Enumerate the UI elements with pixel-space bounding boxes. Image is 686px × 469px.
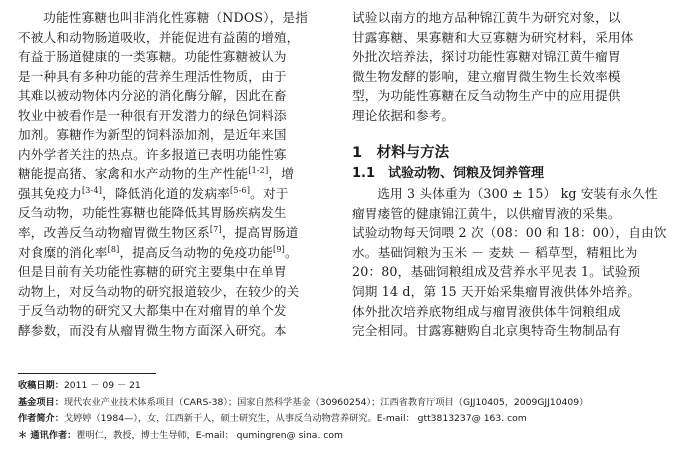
- text-line: 理论依据和参考。: [352, 107, 455, 123]
- corresp-value: 瞿明仁，教授，博士生导师，E-mail： qumingren@ sina. com: [76, 429, 343, 441]
- citation[interactable]: [8]: [107, 244, 120, 254]
- text-segment: 率，改善反刍动物瘤胃微生物区系: [18, 225, 210, 241]
- text-line: [18, 164, 330, 184]
- footnotes: [18, 378, 678, 444]
- text-line: 不被人和动物肠道吸收，并能促进有益菌的增殖，: [18, 29, 300, 45]
- text-line: 试验动物每天饲喂 2 次（08：00 和 18：00），自由饮: [352, 225, 667, 241]
- author-info: [18, 411, 678, 428]
- intro-paragraph: [18, 8, 330, 340]
- text-segment: 对食糜的消化率: [18, 244, 108, 260]
- author-label: 作者简介：: [18, 413, 64, 425]
- fund-value: 现代农业产业技术体系项目（CARS-38）；国家自然科学基金（30960254）；江西省教育厅项目（GJJ10405，2009GJJ10409）: [63, 396, 589, 408]
- text-line: 其难以被动物体内分泌的消化酶分解，因此在畜: [18, 88, 287, 104]
- received-value: 2011 － 09 － 21: [63, 380, 141, 391]
- subsection-heading: 1.1 试验动物、饲粮及饲养管理: [352, 166, 545, 182]
- author-value: 戈婷婷（1984—），女，江西新干人，硕士研究生，从事反刍动物营养研究。E-mail： gtt3813237@ 163. com: [63, 413, 527, 425]
- received-date: [18, 378, 678, 395]
- text-segment: ，增: [268, 166, 295, 182]
- corresp-label: ＊ 通讯作者：: [18, 429, 77, 441]
- citation[interactable]: [5-6]: [230, 185, 251, 195]
- intro-continuation: [352, 8, 668, 125]
- text-line: [18, 223, 330, 243]
- fund-info: [18, 395, 678, 412]
- text-segment: 强其免疫力: [18, 185, 82, 201]
- text-line: 甘露寡糖、果寡糖和大豆寡糖为研究材料，采用体: [352, 29, 634, 45]
- text-line: 反刍动物，功能性寡糖也能降低其胃肠疾病发生: [18, 205, 287, 221]
- text-line: 酵参数，而没有从瘤胃微生物方面深入研究。本: [18, 322, 287, 338]
- citation[interactable]: [3-4]: [81, 185, 103, 195]
- text-line: 20：80，基础饲粮组成及营养水平见表 1。试验预: [352, 264, 641, 280]
- text-line: 外批次培养法，探讨功能性寡糖对锦江黄牛瘤胃: [352, 49, 621, 65]
- text-segment: 糖能提高猪、家禽和水产动物的生产性能: [18, 166, 249, 182]
- text-line: 选用 3 头体重为（300 ± 15） kg 安装有永久性: [377, 186, 658, 202]
- text-line: 动物上，对反刍动物的研究报道较少，在较少的关: [18, 283, 300, 299]
- text-line: 功能性寡糖也叫非消化性寡糖（NDOS），是指: [43, 10, 309, 25]
- section-heading: 1 材料与方法: [352, 145, 450, 162]
- methods-paragraph: [352, 184, 668, 340]
- citation[interactable]: [7]: [209, 225, 222, 235]
- corresponding-author: [18, 428, 678, 445]
- text-line: 加剂。寡糖作为新型的饲料添加剂，是近年来国: [18, 127, 287, 143]
- text-segment: ，降低消化道的发病率: [102, 185, 231, 201]
- citation[interactable]: [1-2]: [248, 166, 269, 176]
- text-line: 饲期 14 d，第 15 天开始采集瘤胃液供体外培养。: [352, 284, 641, 300]
- footnote-divider: [18, 373, 156, 374]
- text-segment: ，提高反刍动物的免疫功能: [119, 244, 274, 260]
- text-line: 牧业中被看作是一种很有开发潜力的绿色饲料添: [18, 107, 287, 123]
- text-line: 于反刍动物的研究又大都集中在对瘤胃的单个发: [18, 303, 287, 319]
- text-line: 瘤胃瘘管的健康锦江黄牛，以供瘤胃液的采集。: [352, 205, 621, 221]
- text-line: 微生物发酵的影响，建立瘤胃微生物生长效率模: [352, 68, 621, 84]
- text-line: 是一种具有多种功能的营养生理活性物质，由于: [18, 68, 287, 84]
- text-line: 水。基础饲粮为玉米 － 麦麸 － 稻草型，精粗比为: [352, 244, 638, 260]
- text-segment: ，提高胃肠道: [221, 225, 299, 241]
- text-line: [18, 184, 330, 204]
- text-line: 体外批次培养底物组成与瘤胃液供体牛饲粮组成: [352, 303, 621, 319]
- text-line: 试验以南方的地方品种锦江黄牛为研究对象，以: [352, 10, 621, 25]
- text-line: 有益于肠道健康的一类寡糖。功能性寡糖被认为: [18, 49, 287, 65]
- text-line: 内外学者关注的热点。许多报道已表明功能性寡: [18, 146, 287, 162]
- text-line: 但是目前有关功能性寡糖的研究主要集中在单胃: [18, 264, 287, 280]
- text-line: 完全相同。甘露寡糖购自北京奥特奇生物制品有: [352, 323, 621, 339]
- text-line: 型，为功能性寡糖在反刍动物生产中的应用提供: [352, 88, 621, 104]
- received-label: 收稿日期：: [18, 380, 64, 391]
- citation[interactable]: [9]: [273, 244, 285, 254]
- text-segment: 。对于: [250, 185, 289, 201]
- fund-label: 基金项目：: [18, 396, 64, 408]
- text-segment: 。: [284, 244, 298, 260]
- text-line: [18, 243, 330, 263]
- right-column: [352, 8, 668, 341]
- left-column: [18, 8, 330, 340]
